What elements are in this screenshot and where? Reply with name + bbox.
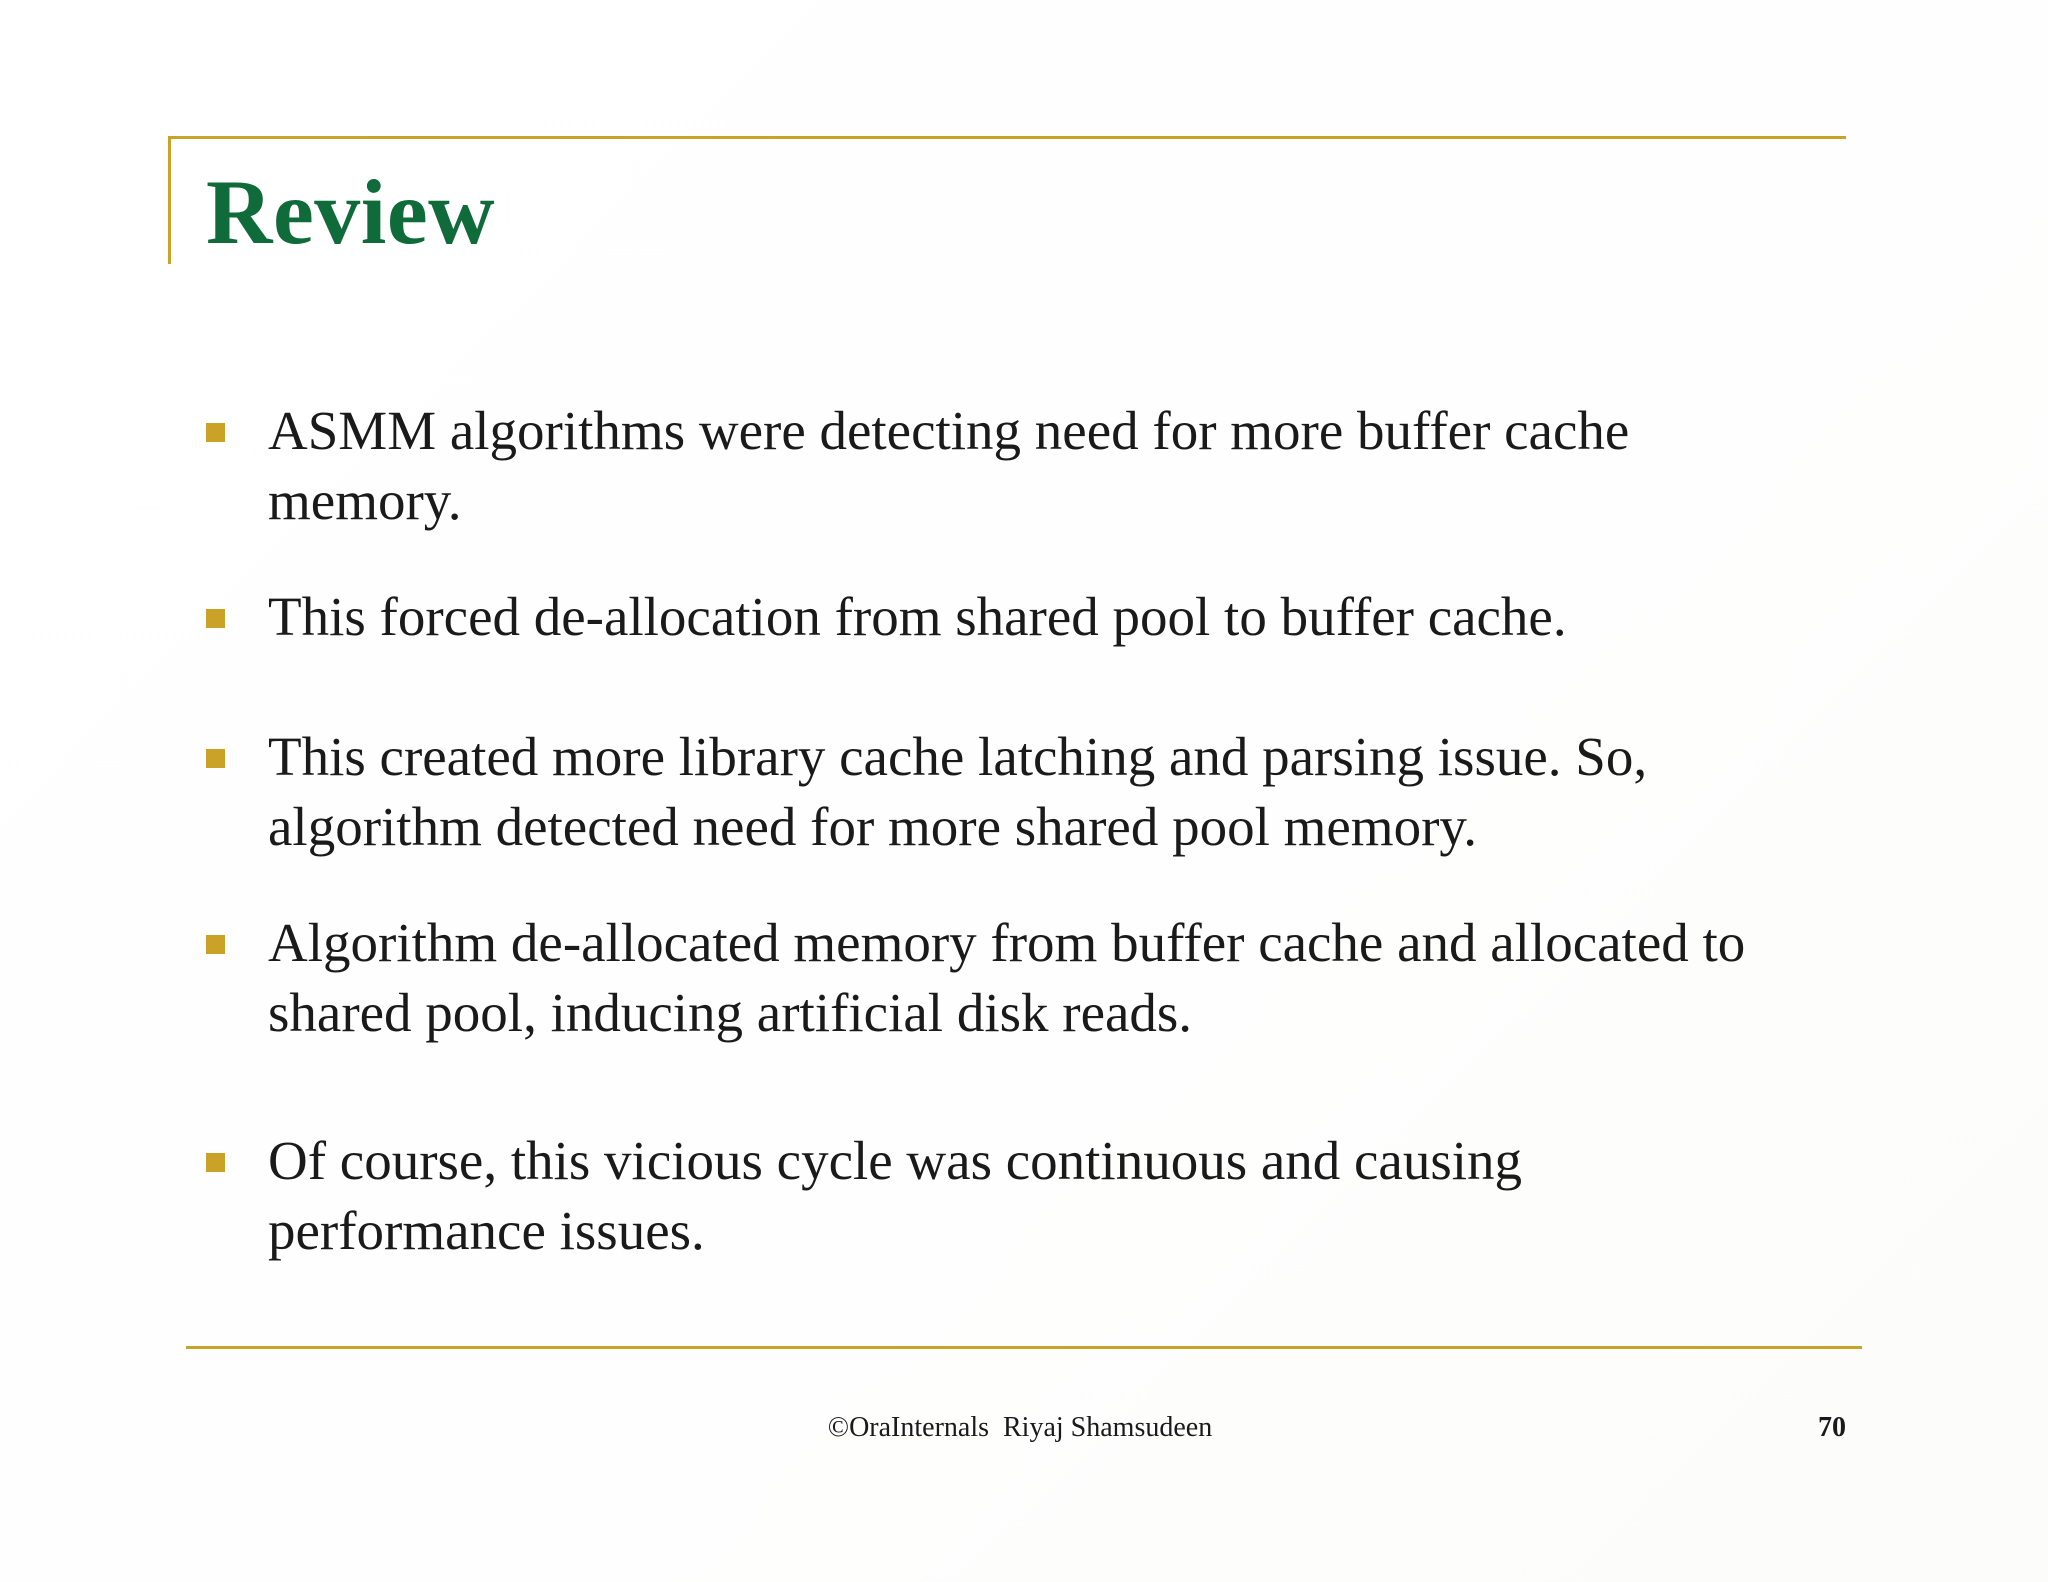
square-bullet-icon	[206, 609, 225, 628]
slide-title: Review	[206, 161, 496, 263]
page-number: 70	[1818, 1412, 1846, 1443]
footer-copyright: ©OraInternals Riyaj Shamsudeen	[827, 1412, 1213, 1443]
bullet-text: Algorithm de-allocated memory from buffer cache and allocated to shared pool, inducing artificial disk reads.	[268, 912, 1746, 1043]
square-bullet-icon	[206, 749, 225, 768]
bullet-text: This created more library cache latching and parsing issue. So, algorithm detected need for more shared pool memory.	[268, 726, 1648, 857]
square-bullet-icon	[206, 423, 225, 442]
bullet-text: ASMM algorithms were detecting need for more buffer cache memory.	[268, 400, 1630, 531]
footer-rule	[186, 1346, 1862, 1349]
bullet-text: This forced de-allocation from shared pool to buffer cache.	[268, 586, 1567, 647]
square-bullet-icon	[206, 935, 225, 954]
square-bullet-icon	[206, 1153, 225, 1172]
bullet-text: Of course, this vicious cycle was continuous and causing performance issues.	[268, 1130, 1523, 1261]
